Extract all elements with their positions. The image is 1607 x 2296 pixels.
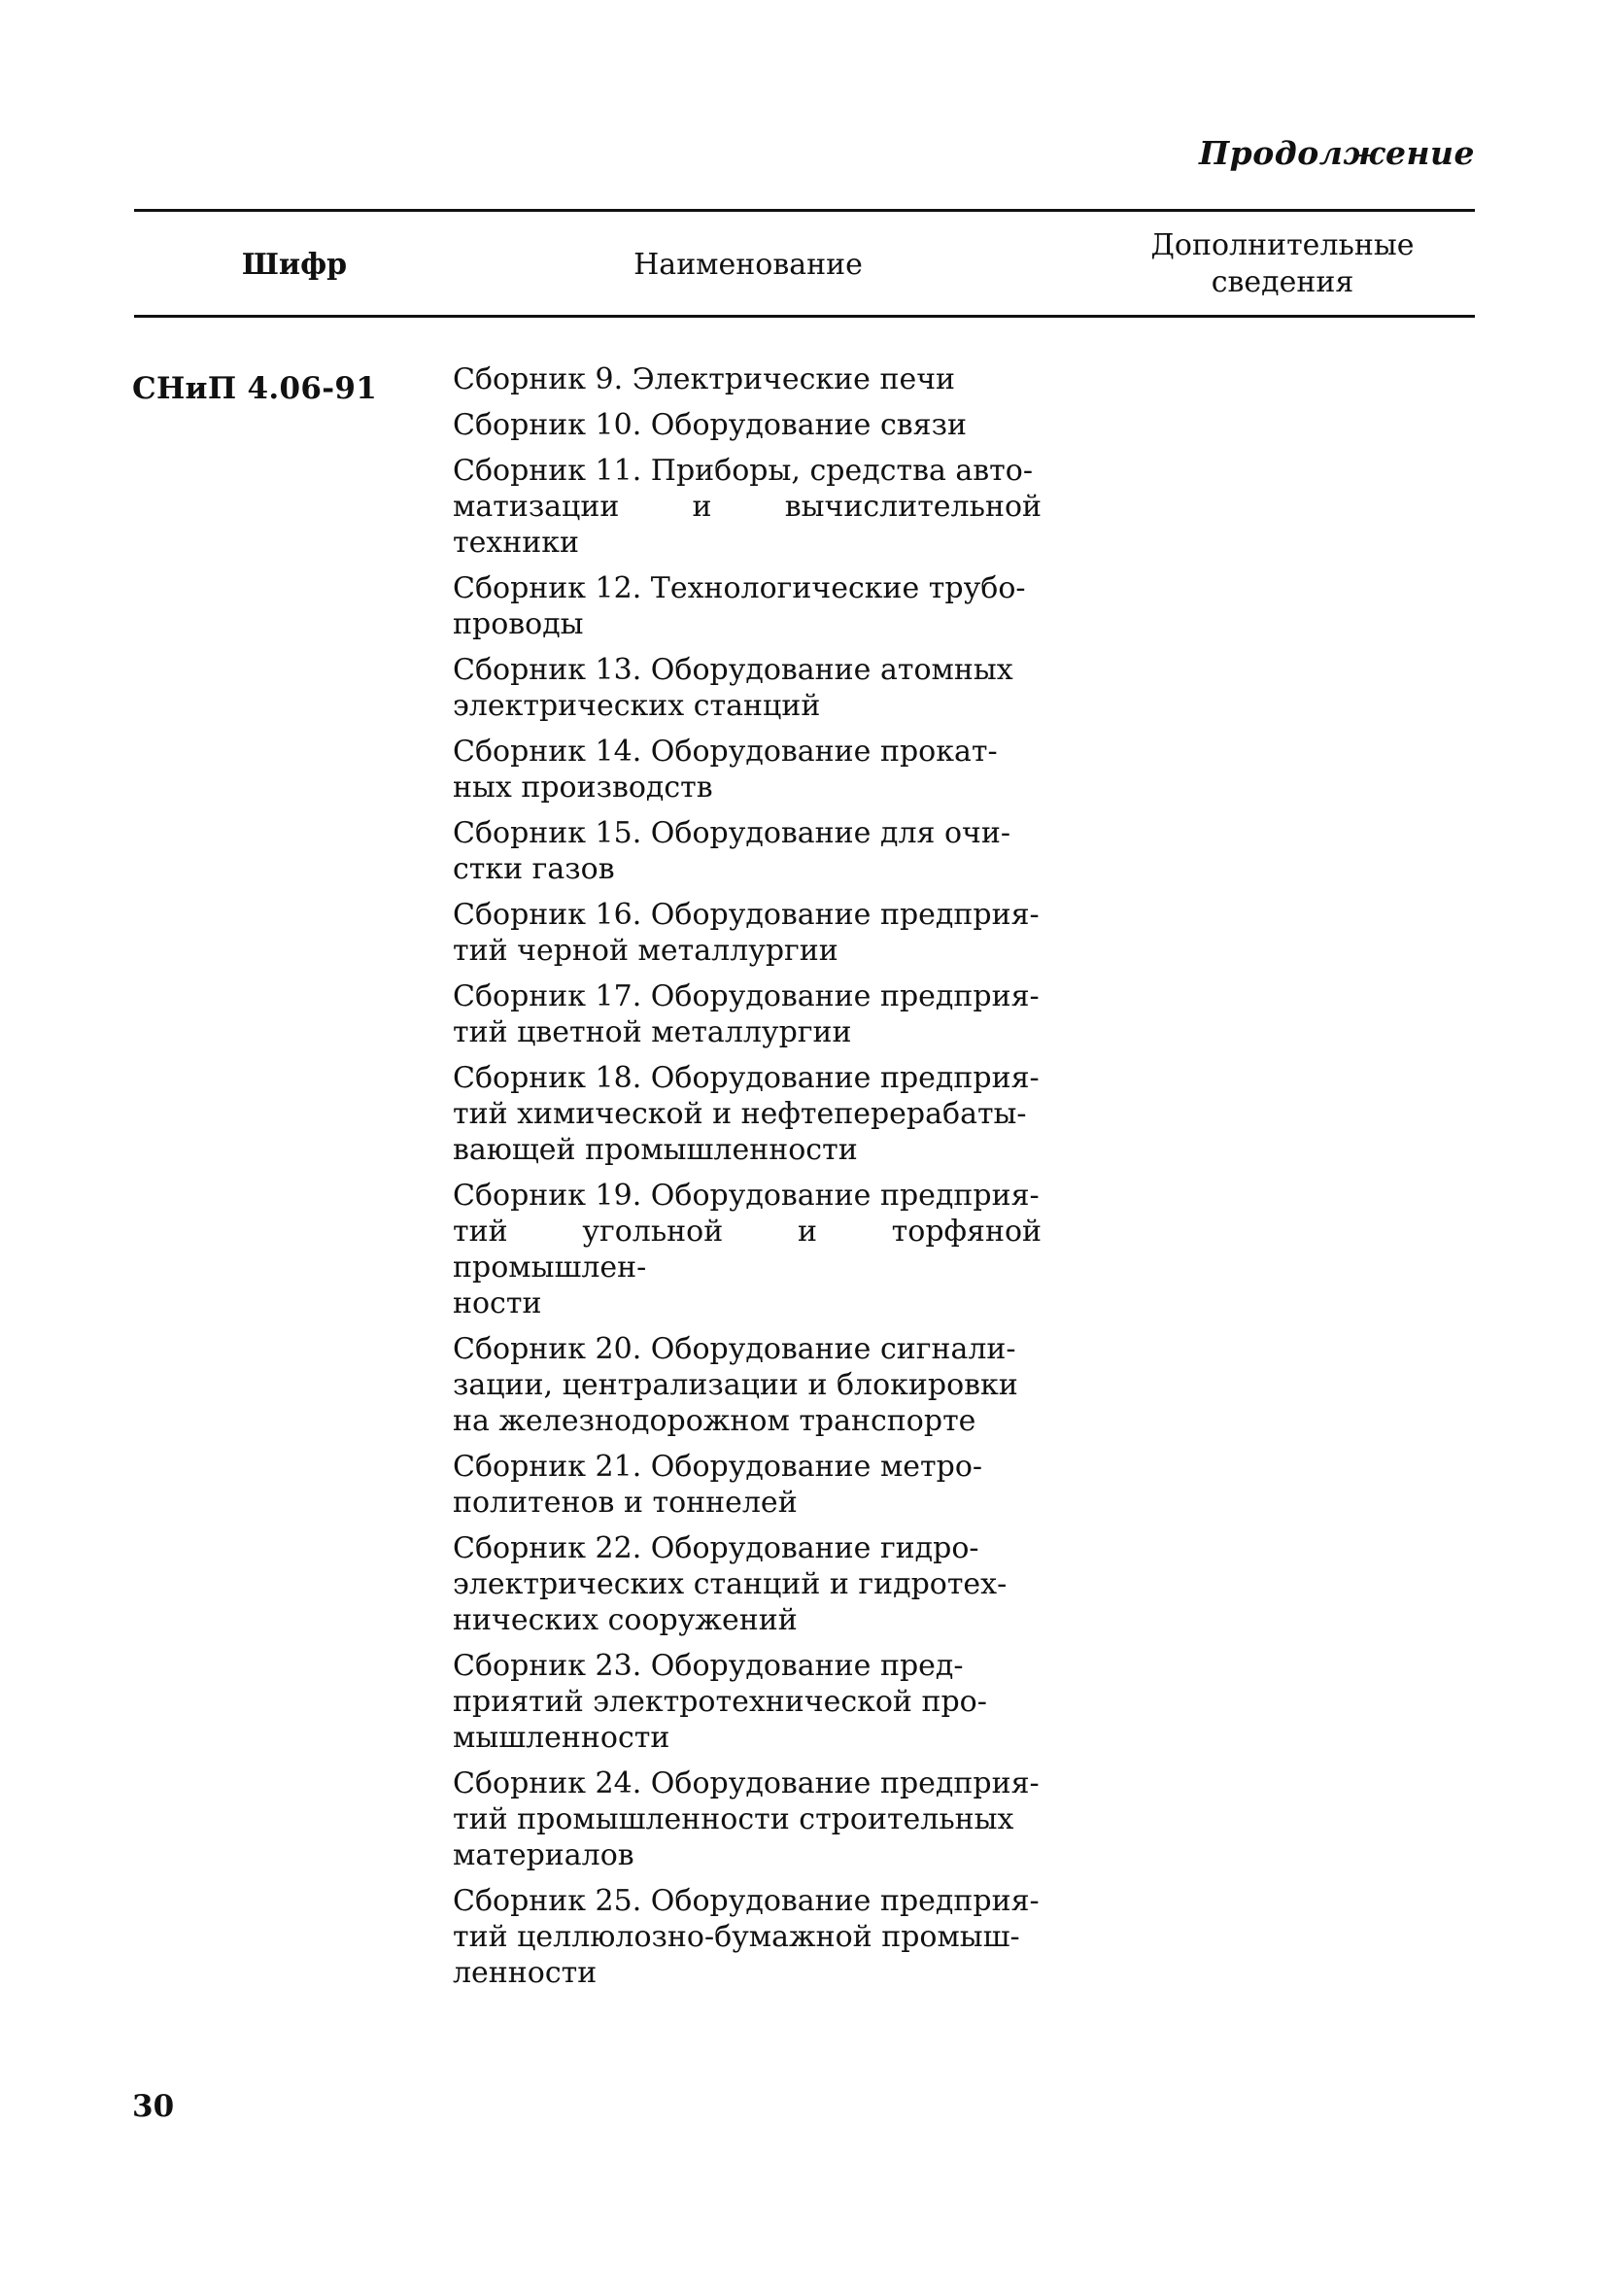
list-item-line: Сборник 25. Оборудование предприя- (453, 1884, 1040, 1918)
list-item-line: Сборник 13. Оборудование атомных (453, 653, 1013, 687)
list-item (453, 978, 1042, 1050)
list-item (453, 1765, 1042, 1873)
page-number: 30 (132, 2089, 175, 2124)
list-item-line: зации, централизации и блокировки (453, 1368, 1018, 1402)
header-info-line2: сведения (1211, 265, 1354, 299)
table-top-rule (134, 209, 1475, 212)
list-item-line: тий целлюлозно-бумажной промыш- (453, 1920, 1020, 1954)
collection-list (453, 361, 1042, 2001)
list-item-line: Сборник 14. Оборудование прокат- (453, 735, 998, 769)
list-item (453, 407, 1042, 443)
list-item (453, 815, 1042, 887)
list-item-line: Сборник 20. Оборудование сигнали- (453, 1332, 1016, 1366)
list-item (453, 1060, 1042, 1168)
list-item-line: Сборник 19. Оборудование предприя- (453, 1179, 1040, 1213)
table-header-rule (134, 315, 1475, 318)
list-item-line: Сборник 18. Оборудование предприя- (453, 1061, 1040, 1095)
list-item-line: Сборник 12. Технологические трубо- (453, 571, 1026, 605)
list-item-line: тий цветной металлургии (453, 1015, 852, 1049)
list-item-line: Сборник 22. Оборудование гидро- (453, 1531, 979, 1565)
list-item-line: тий черной металлургии (453, 934, 838, 968)
list-item-line: тий химической и нефтеперерабаты- (453, 1097, 1027, 1131)
list-item-line: матизации и вычислительной техники (453, 490, 1042, 560)
list-item-line: Сборник 17. Оборудование предприя- (453, 979, 1040, 1013)
list-item (453, 734, 1042, 805)
list-item-line: на железнодорожном транспорте (453, 1404, 976, 1438)
list-item-line: ности (453, 1286, 542, 1320)
header-name: Наименование (633, 248, 863, 282)
list-item-line: мышленности (453, 1721, 670, 1755)
list-item (453, 1178, 1042, 1321)
header-info (1108, 227, 1457, 301)
list-item (453, 1530, 1042, 1638)
list-item (453, 361, 1042, 397)
list-item (453, 1331, 1042, 1439)
list-item-line: Сборник 15. Оборудование для очи- (453, 816, 1010, 850)
list-item (453, 1648, 1042, 1756)
list-item-line: проводы (453, 607, 584, 641)
list-item (453, 453, 1042, 561)
list-item-line: приятий электротехнической про- (453, 1685, 987, 1719)
list-item (453, 1449, 1042, 1521)
list-item-line: тий угольной и торфяной промышлен- (453, 1215, 1042, 1285)
list-item-line: Сборник 11. Приборы, средства авто- (453, 454, 1033, 488)
header-info-line1: Дополнительные (1150, 228, 1415, 262)
list-item-line: Сборник 9. Электрические печи (453, 362, 956, 396)
list-item (453, 570, 1042, 642)
list-item-line: Сборник 21. Оборудование метро- (453, 1450, 983, 1484)
list-item-line: вающей промышленности (453, 1133, 858, 1167)
list-item (453, 652, 1042, 724)
header-code: Шифр (241, 248, 348, 282)
document-code: СНиП 4.06-91 (132, 371, 378, 406)
list-item-line: нических сооружений (453, 1603, 798, 1637)
list-item (453, 1883, 1042, 1991)
continuation-label: Продолжение (1198, 134, 1475, 172)
list-item-line: ленности (453, 1956, 598, 1990)
list-item-line: Сборник 24. Оборудование предприя- (453, 1766, 1040, 1800)
list-item (453, 897, 1042, 969)
list-item-line: электрических станций и гидротех- (453, 1567, 1008, 1601)
list-item-line: тий промышленности строительных (453, 1802, 1014, 1836)
list-item-line: политенов и тоннелей (453, 1486, 798, 1520)
list-item-line: материалов (453, 1838, 634, 1872)
list-item-line: стки газов (453, 852, 615, 886)
list-item-line: ных производств (453, 771, 713, 805)
list-item-line: электрических станций (453, 689, 821, 723)
list-item-line: Сборник 10. Оборудование связи (453, 408, 967, 442)
list-item-line: Сборник 16. Оборудование предприя- (453, 898, 1040, 932)
list-item-line: Сборник 23. Оборудование пред- (453, 1649, 964, 1683)
